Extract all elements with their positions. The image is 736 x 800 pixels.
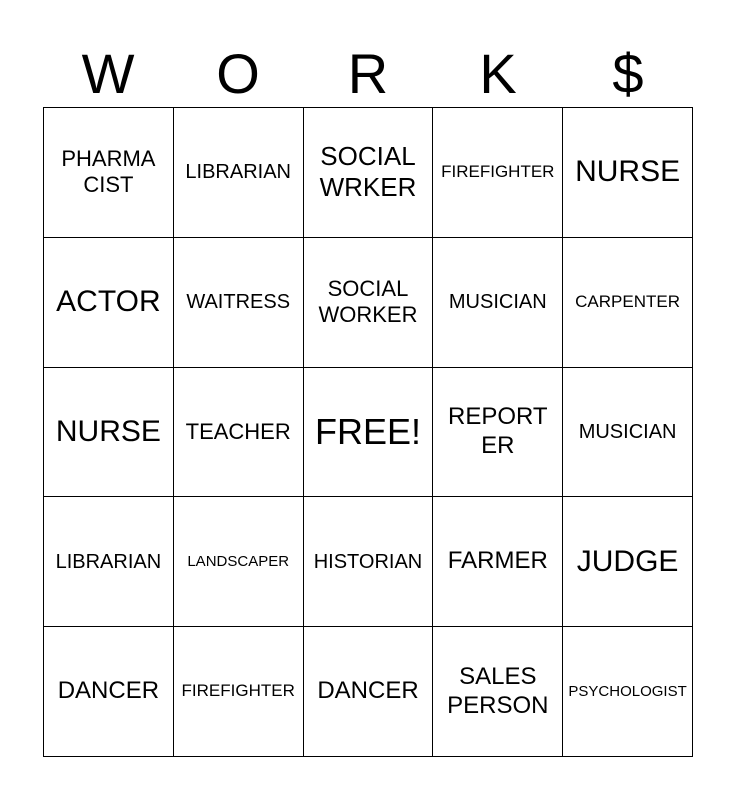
bingo-cell-label: HISTORIAN (313, 550, 423, 573)
bingo-cell-label: LIBRARIAN (55, 550, 162, 573)
bingo-cell[interactable] (563, 238, 693, 368)
bingo-cell-label: JUDGE (576, 544, 679, 578)
bingo-cell-label: PHARMA CIST (61, 146, 156, 198)
bingo-header (43, 40, 693, 108)
bingo-cell[interactable] (304, 108, 434, 238)
bingo-cell[interactable] (304, 238, 434, 368)
bingo-cell[interactable] (44, 238, 174, 368)
bingo-cell-label: FIREFIGHTER (441, 162, 555, 182)
bingo-cell-label: LANDSCAPER (187, 552, 290, 570)
bingo-cell[interactable] (433, 108, 563, 238)
bingo-cell[interactable] (174, 627, 304, 757)
bingo-cell-label: SOCIAL WORKER (318, 275, 418, 328)
bingo-cell[interactable] (174, 238, 304, 368)
free-space-label: FREE! (314, 411, 421, 453)
bingo-cell-label: DANCER (317, 677, 419, 705)
bingo-cell[interactable] (563, 627, 693, 757)
bingo-cell-label: MUSICIAN (448, 291, 547, 314)
header-letter-w: W (81, 42, 135, 105)
bingo-cell-label: LIBRARIAN (185, 161, 291, 184)
bingo-cell[interactable] (174, 368, 304, 498)
bingo-cell-label: WAITRESS (186, 291, 291, 314)
header-letter-dollar: $ (612, 42, 644, 105)
header-letter-k: K (479, 42, 517, 105)
bingo-cell[interactable] (174, 497, 304, 627)
bingo-cell[interactable] (433, 627, 563, 757)
bingo-cell[interactable] (304, 497, 434, 627)
bingo-cell[interactable] (433, 368, 563, 498)
bingo-cell-label: MUSICIAN (578, 420, 677, 443)
bingo-cell[interactable] (563, 368, 693, 498)
bingo-cell-label: FARMER (447, 547, 548, 575)
bingo-cell-label: SALES PERSON (447, 662, 549, 719)
bingo-cell[interactable] (433, 238, 563, 368)
bingo-cell[interactable] (44, 368, 174, 498)
bingo-cell-label: FIREFIGHTER (181, 681, 295, 701)
bingo-cell[interactable] (44, 627, 174, 757)
bingo-cell[interactable] (304, 627, 434, 757)
bingo-cell[interactable] (174, 108, 304, 238)
bingo-cell-free[interactable] (304, 368, 434, 498)
bingo-cell[interactable] (44, 108, 174, 238)
bingo-cell[interactable] (563, 108, 693, 238)
bingo-cell-label: DANCER (57, 677, 160, 705)
bingo-cell-label: PSYCHOLOGIST (568, 682, 687, 700)
bingo-card-grid (43, 107, 693, 757)
bingo-cell[interactable] (433, 497, 563, 627)
bingo-cell-label: SOCIAL WRKER (319, 141, 417, 203)
bingo-cell[interactable] (44, 497, 174, 627)
bingo-cell-label: REPORT ER (448, 403, 548, 459)
bingo-cell[interactable] (563, 497, 693, 627)
bingo-cell-label: TEACHER (185, 418, 291, 444)
header-letter-o: O (216, 42, 260, 105)
header-letter-r: R (347, 42, 389, 105)
bingo-cell-label: ACTOR (56, 285, 161, 319)
bingo-cell-label: NURSE (55, 414, 161, 448)
bingo-cell-label: CARPENTER (575, 292, 681, 311)
bingo-cell-label: NURSE (575, 155, 681, 189)
